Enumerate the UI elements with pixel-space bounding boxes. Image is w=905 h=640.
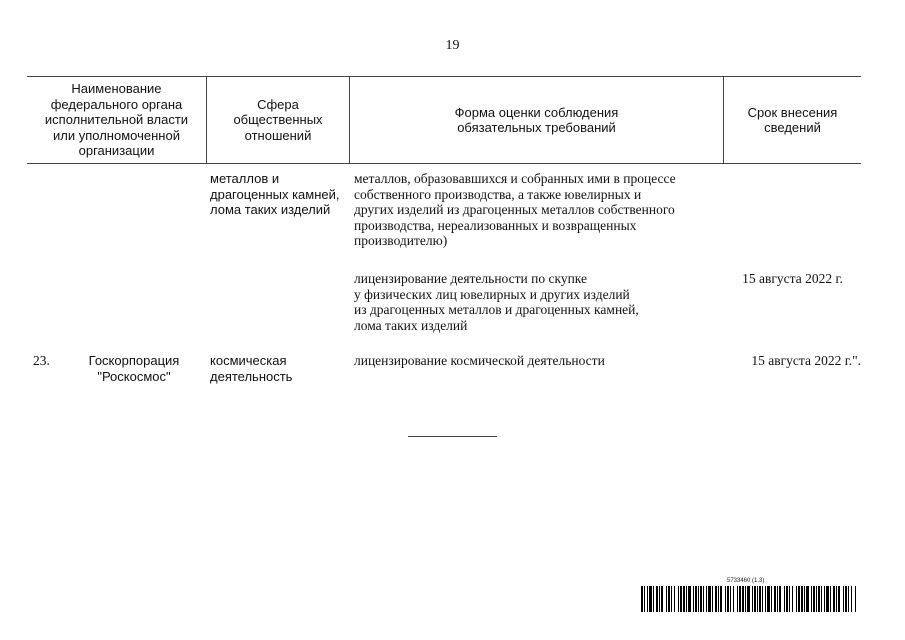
- continuation-form: металлов, образовавшихся и собранных ими в процессе собственного производства, а также ювелирных и других изделий из драгоценных металлов собственного производства, нереализованных и возвращенных производителю): [354, 171, 676, 248]
- closing-rule: [408, 436, 497, 437]
- licensing-form: лицензирование деятельности по скупке у физических лиц ювелирных и других изделий из драгоценных металлов и драгоценных камней, лома таких изделий: [354, 271, 639, 333]
- continuation-sphere: металлов и драгоценных камней, лома таких изделий: [210, 171, 340, 217]
- row-sphere: космическая деятельность: [210, 353, 293, 384]
- page-number: 19: [445, 38, 460, 53]
- row-organization: Госкорпорация "Роскосмос": [88, 353, 180, 384]
- barcode-label: 5733460 (1.3): [727, 578, 765, 584]
- barcode: [641, 586, 857, 612]
- header-assessment-form: Форма оценки соблюдения обязательных требований: [454, 104, 619, 135]
- header-sphere: Сфера общественных отношений: [233, 96, 323, 143]
- row-form: лицензирование космической деятельности: [354, 353, 605, 368]
- row-deadline: 15 августа 2022 г.".: [751, 353, 861, 368]
- header-organization: Наименование федерального органа исполнительной власти или уполномоченной организации: [44, 81, 189, 159]
- row-number: 23.: [33, 353, 50, 368]
- licensing-deadline: 15 августа 2022 г.: [742, 271, 843, 286]
- header-deadline: Срок внесения сведений: [747, 104, 838, 135]
